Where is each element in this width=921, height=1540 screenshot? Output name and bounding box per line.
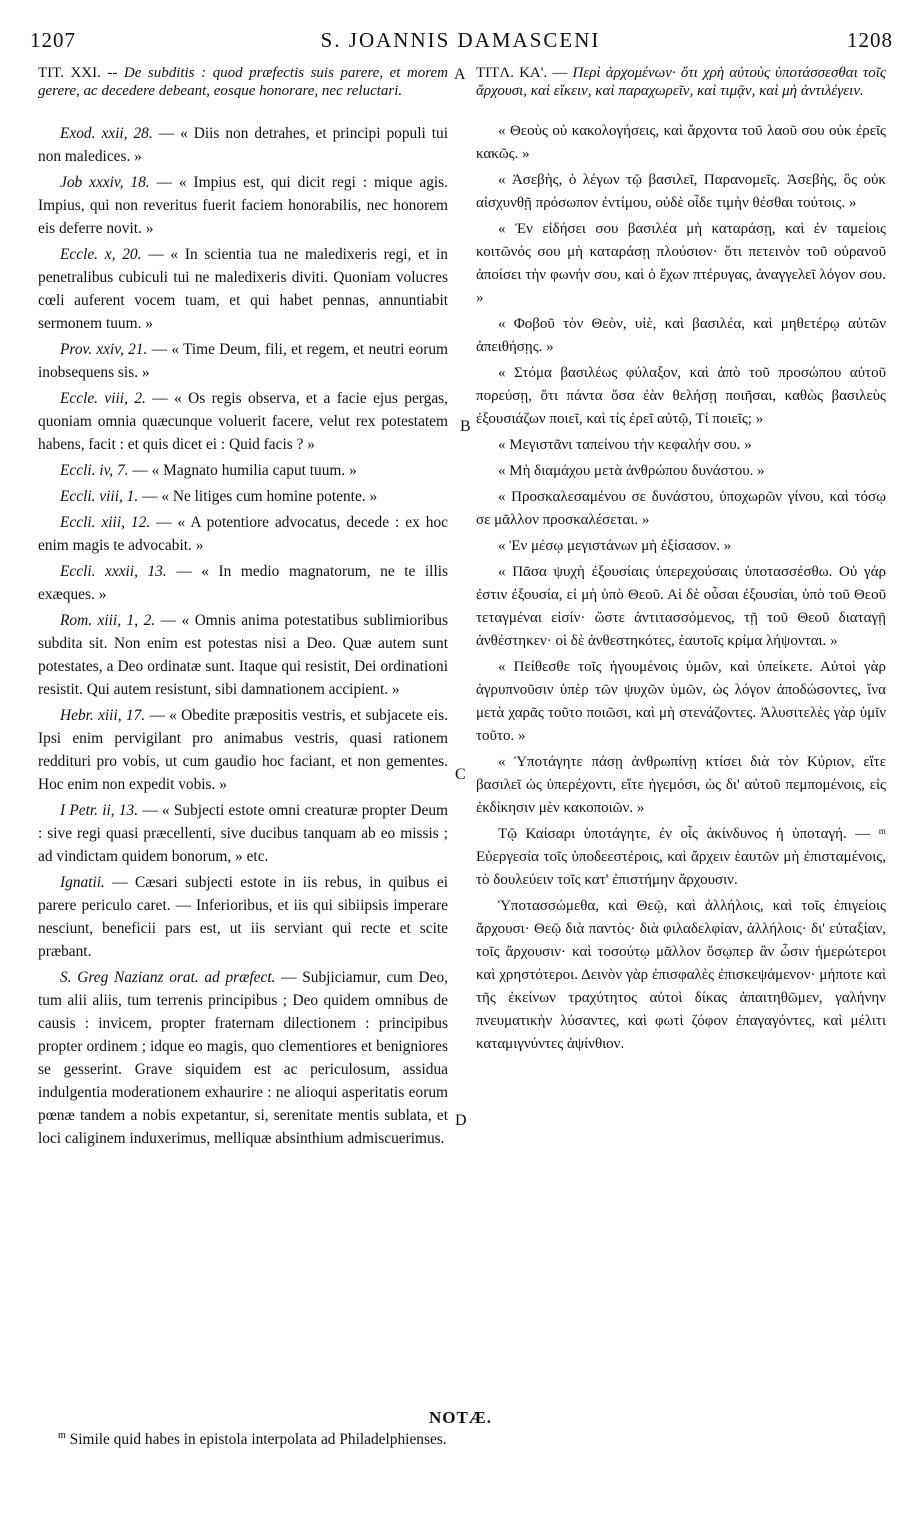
greek-paragraph: « Στόμα βασιλέως φύλαξον, καὶ ἀπὸ τοῦ προσώπου αὐτοῦ πορεύσῃ, ὅτι πάντα ὅσα ἐὰν θελήσῃ ποιῆσαι, καθὼς βασιλεὺς ἐξουσιάζων ποιεῖ, καὶ τίς ἐρεῖ αὐτῷ, Τί ποιεῖς; »: [476, 365, 886, 427]
latin-paragraph: [38, 966, 448, 1150]
latin-paragraph: [38, 459, 448, 482]
latin-text: — « In scientia tua ne maledixeris regi, et in penetralibus cubiculi tui ne maledixeris diviti. Quoniam volucres cœli auferent vocem tuam, et qui habet pennas, annuntiabit sermonem tuum. »: [38, 246, 448, 332]
margin-letter-b: B: [460, 418, 471, 435]
scripture-reference: S. Greg Nazianz orat. ad præfect.: [60, 969, 276, 986]
latin-text: — « Time Deum, fili, et regem, et neutri eorum inobsequens sis. »: [38, 341, 448, 381]
latin-paragraph: [38, 704, 448, 796]
greek-paragraph: « Φοβοῦ τὸν Θεὸν, υἱὲ, καὶ βασιλέα, καὶ μηθετέρῳ αὐτῶν ἀπειθήσῃς. »: [476, 316, 886, 355]
greek-paragraph: « Ὑποτάγητε πάσῃ ἀνθρωπίνῃ κτίσει διὰ τὸν Κύριον, εἴτε βασιλεῖ ὡς ὑπερέχοντι, εἴτε ἡγεμόσι, ὡς δι' αὐτοῦ πεμπομένοις, εἰς ἐκδίκησιν μὲν κακοποιῶν. »: [476, 754, 886, 816]
latin-text: — « A potentiore advocatus, decede : ex hoc enim magis te advocabit. »: [38, 514, 448, 554]
latin-paragraph: [38, 871, 448, 963]
latin-text: — « Magnato humilia caput tuum. »: [132, 462, 357, 479]
latin-paragraph: [38, 799, 448, 868]
greek-paragraph: « Θεοὺς οὐ κακολογήσεις, καὶ ἄρχοντα τοῦ λαοῦ σου οὐκ ἐρεῖς κακῶς. »: [476, 123, 886, 162]
greek-paragraphs: [476, 120, 886, 1056]
greek-paragraph: « Πείθεσθε τοῖς ἡγουμένοις ὑμῶν, καὶ ὑπείκετε. Αὐτοὶ γὰρ ἀγρυπνοῦσιν ὑπὲρ τῶν ψυχῶν ὑμῶν, ὡς λόγον ἀποδώσοντες, ἵνα μετὰ χαρᾶς τοῦτο ποιῶσι, καὶ μὴ στενάζοντες. Ἀλυσιτελὲς γὰρ ὑμῖν τοῦτο. »: [476, 659, 886, 744]
greek-paragraph: « Μὴ διαμάχου μετὰ ἀνθρώπου δυνάστου. »: [498, 463, 765, 479]
scripture-reference: Ignatii.: [60, 874, 105, 891]
latin-text: — « Obedite præpositis vestris, et subjacete eis. Ipsi enim pervigilant pro animabus vestris, quasi rationem reddituri pro vobis, ut cum gaudio hoc faciant, et non gementes. Hoc enim non expedit vobis. »: [38, 707, 448, 793]
scripture-reference: Eccle. x, 20.: [60, 246, 142, 263]
latin-paragraph: [38, 338, 448, 384]
scripture-reference: Eccli. viii, 1.: [60, 488, 139, 505]
scripture-reference: Eccli. xxxii, 13.: [60, 563, 167, 580]
greek-column: [476, 64, 886, 1059]
margin-letter-a: A: [454, 66, 466, 83]
latin-text: — Subjiciamur, cum Deo, tum alii aliis, tum terrenis principibus ; Deo quidem omnibus de causis : invicem, propter fraternam dilectionem : principibus propter ordinem ; idque eo magis, quo clementiores et benigniores se gesserint. Grave siquidem est ac periculosum, assidua indulgentia moderationem exhaurire : ne alioqui asperitatis eorum pœnæ tandem a nobis expetantur, si, serenitate mentis sublata, et loci caliginem induxerimus, melliquæ absinthium admiscuerimus.: [38, 969, 448, 1147]
latin-text: — « Os regis observa, et a facie ejus pergas, quoniam omnia quæcunque voluerit facere, velut rex potestatem habens, facit : et quis dicet ei : Quid facis ? »: [38, 390, 448, 453]
notes-title: NOTÆ.: [428, 1408, 493, 1427]
note-m: [58, 1430, 447, 1449]
scripture-reference: Eccli. iv, 7.: [60, 462, 129, 479]
scripture-reference: Eccli. xiii, 12.: [60, 514, 151, 531]
greek-paragraph: « Ἐν εἰδήσει σου βασιλέα μὴ καταράσῃ, καὶ ἐν ταμείοις κοιτῶνός σου μὴ καταράσῃ πλούσιον· ὅτι πετεινὸν τοῦ οὐρανοῦ ἀποίσει τὴν φωνήν σου, καὶ ὁ ἔχων πτέρυγας, ἀναγγελεῖ λόγον σου. »: [476, 221, 886, 306]
greek-title: [476, 64, 886, 100]
page-number-right: 1208: [847, 28, 893, 52]
margin-letter-c: C: [455, 766, 466, 783]
latin-text: — « Ne litiges cum homine potente. »: [142, 488, 378, 505]
running-title: S. JOANNIS DAMASCENI: [320, 28, 601, 52]
scripture-reference: Job xxxiv, 18.: [60, 174, 150, 191]
latin-title: [38, 64, 448, 100]
latin-paragraphs: [38, 122, 448, 1150]
latin-title-label: TIT. XXI. --: [38, 65, 118, 81]
scripture-reference: I Petr. ii, 13.: [60, 802, 139, 819]
latin-paragraph: [38, 511, 448, 557]
scripture-reference: Prov. xxiv, 21.: [60, 341, 148, 358]
latin-paragraph: [38, 122, 448, 168]
greek-paragraph: « Πᾶσα ψυχὴ ἐξουσίαις ὑπερεχούσαις ὑποτασσέσθω. Οὐ γάρ ἐστιν ἐξουσία, εἰ μὴ ὑπὸ Θεοῦ. Αἱ δὲ οὖσαι ἐξουσίαι, ὑπὸ τοῦ Θεοῦ τεταγμέναι εἰσίν· ὥστε ἀντιτασσόμενος, τῇ τοῦ Θεοῦ διαταγῇ ἀνθέστηκεν· οἱ δὲ ἀνθεστηκότες, ἑαυτοῖς κρίμα λήψονται. »: [476, 564, 886, 649]
greek-paragraph: « Προσκαλεσαμένου σε δυνάστου, ὑποχωρῶν γίνου, καὶ τόσῳ σε μᾶλλον προσκαλέσεται. »: [476, 489, 886, 528]
latin-text: — « In medio magnatorum, ne te illis exæques. »: [38, 563, 449, 603]
scripture-reference: Eccle. viii, 2.: [60, 390, 146, 407]
latin-text: — « Omnis anima potestatibus sublimioribus subdita sit. Non enim est potestas nisi a Deo. Quæ autem sunt potestates, a Deo ordinatæ sunt. Itaque qui resistit, Dei ordinationi resistit. Qui autem resistunt, sibi damnationem accipient. »: [38, 612, 448, 698]
note-text: Simile quid habes in epistola interpolata ad Philadelphienses.: [69, 1431, 447, 1449]
greek-paragraph: Ὑποτασσώμεθα, καὶ Θεῷ, καὶ ἀλλήλοις, καὶ τοῖς ἐπιγείοις ἄρχουσι· Θεῷ διὰ παντὸς· διὰ φιλαδελφίαν, ἀλλήλοις· δι' εὐταξίαν, τοῖς ἄρχουσιν· καὶ τοσούτῳ μᾶλλον ὅσῳπερ ἂν ὦσιν ἡμερώτεροι καὶ χρηστότεροι. Δεινὸν γὰρ ἐπισφαλὲς ἐπισκεψάμενον· μήποτε καὶ τῆς ἐκείνων τραχύτητος αὐτοὶ δίκας ἀπαιτηθῶμεν, γαλήνην πνευματικὴν λύσαντες, καὶ φωτὶ ζόφον ἐπαγαγόντες, καὶ μέλιτι καταμιγνύντες ἀψίνθιον.: [476, 898, 886, 1052]
latin-text: — « Diis non detrahes, et principi populi tui non maledices. »: [38, 125, 448, 165]
latin-text: — « Impius est, qui dicit regi : mique agis. Impius, qui non reveritus fuerit faciem honorabilis, nec honorem eis deferre novit. »: [38, 174, 448, 237]
scripture-reference: Hebr. xiii, 17.: [60, 707, 146, 724]
latin-paragraph: [38, 609, 448, 701]
greek-paragraph: Τῷ Καίσαρι ὑποτάγητε, ἐν οἷς ἀκίνδυνος ἡ ὑποταγή. — ᵐ Εὐεργεσία τοῖς ὑποδεεστέροις, καὶ ἄρχειν ἑαυτῶν μὴ ἐπισταμένοις, τὸ δουλεύειν τοῖς κατ' ἐπιστήμην ἄρχουσιν.: [476, 826, 886, 888]
latin-column: [38, 64, 448, 1153]
greek-title-label: TITΛ. ΚΑ'. —: [476, 65, 568, 81]
latin-paragraph: [38, 560, 448, 606]
greek-title-text: Περὶ ἀρχομένων· ὅτι χρὴ αὐτοὺς ὑποτάσσεσθαι τοῖς ἄρχουσι, καὶ εἴκειν, καὶ παραχωρεῖν, καὶ τιμᾷν, καὶ μὴ ἀντιλέγειν.: [476, 65, 887, 99]
latin-text: — Cæsari subjecti estote in iis rebus, in quibus ei parere periculo caret. — Inferioribus, et iis qui sibiipsis imperare nesciunt, beneficii pars est, ut iis serviant qui recte et scite præbant.: [38, 874, 448, 960]
greek-paragraph: « Ἐν μέσῳ μεγιστάνων μὴ ἐξίσασον. »: [498, 538, 732, 554]
scripture-reference: Rom. xiii, 1, 2.: [60, 612, 156, 629]
notes-section: [0, 1408, 921, 1449]
greek-paragraph: « Ἀσεβὴς, ὁ λέγων τῷ βασιλεῖ, Παρανομεῖς. Ἀσεβὴς, ὃς οὐκ αἰσχυνθῇ πρόσωπον ἐντίμου, οὐδὲ οἶδε τιμὴν θέσθαι τούτοις. »: [476, 172, 886, 211]
latin-paragraph: [38, 387, 448, 456]
page-number-left: 1207: [30, 28, 76, 52]
scripture-reference: Exod. xxii, 28.: [60, 125, 153, 142]
latin-title-text: De subditis : quod præfectis suis parere, et morem gerere, ac decedere debeant, eosque honorare, nec reluctari.: [38, 65, 449, 99]
latin-paragraph: [38, 243, 448, 335]
note-marker: m: [58, 1430, 66, 1441]
margin-letter-d: D: [455, 1112, 467, 1129]
greek-paragraph: « Μεγιστᾶνι ταπείνου τὴν κεφαλήν σου. »: [498, 437, 752, 453]
latin-paragraph: [38, 485, 448, 508]
latin-text: — « Subjecti estote omni creaturæ propter Deum : sive regi quasi præcellenti, sive ducibus tanquam ab eo missis ; ad vindictam quidem bonorum, » etc.: [38, 802, 448, 865]
latin-paragraph: [38, 171, 448, 240]
